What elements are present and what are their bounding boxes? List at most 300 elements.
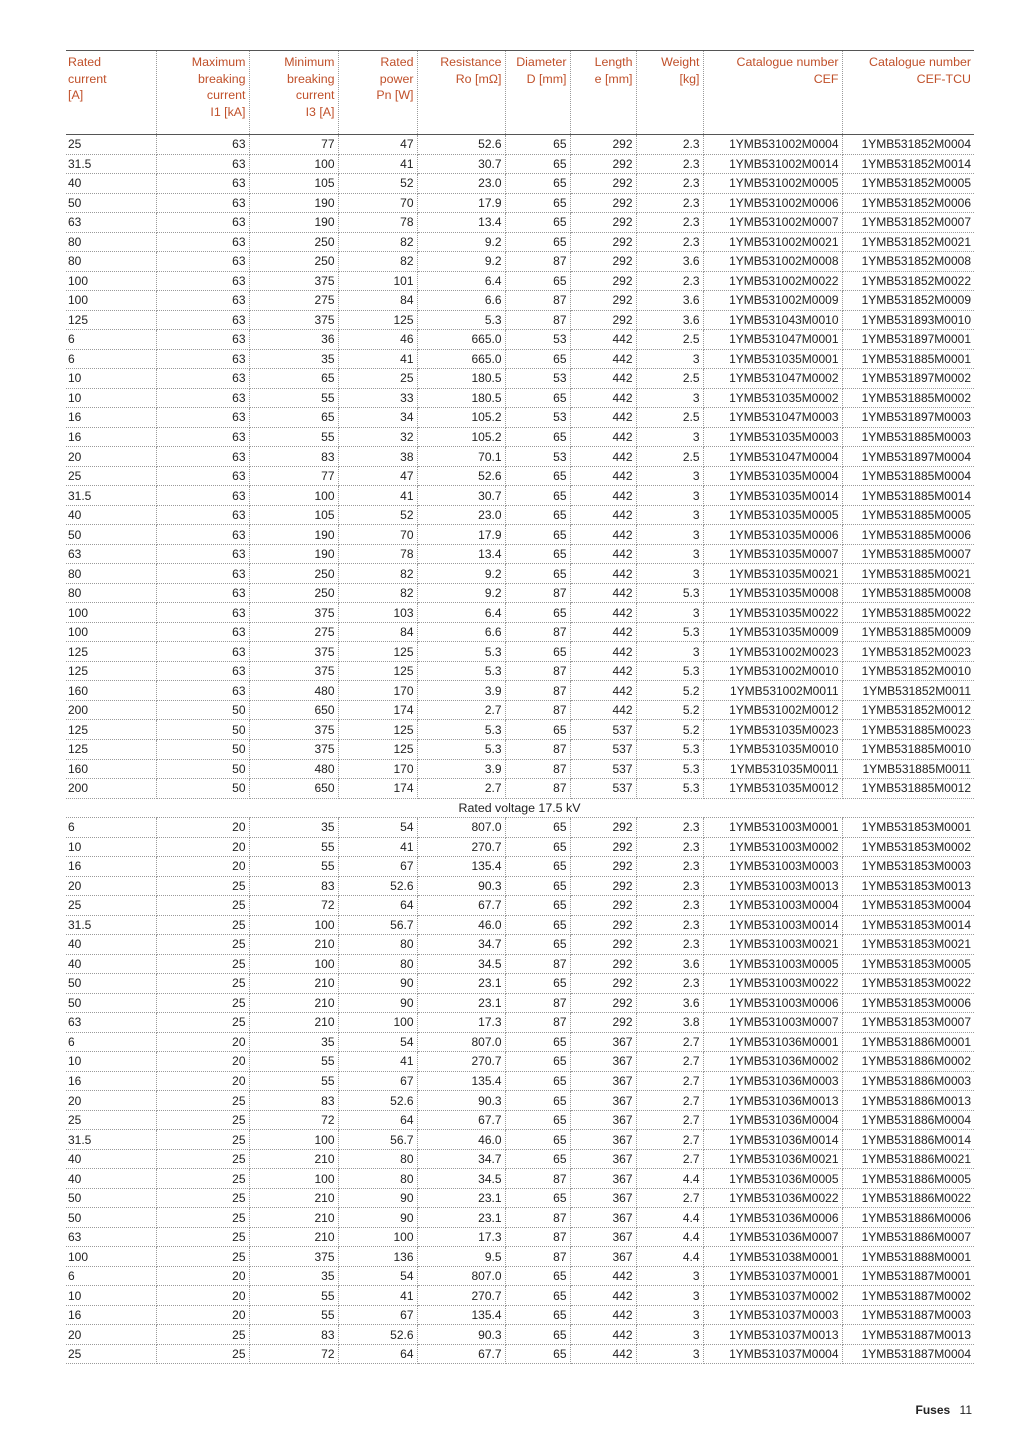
table-cell: 25 bbox=[156, 915, 249, 935]
table-row bbox=[66, 466, 974, 486]
table-cell: 16 bbox=[66, 408, 156, 428]
table-cell: 35 bbox=[249, 1266, 338, 1286]
table-cell: 65 bbox=[505, 349, 570, 369]
table-cell: 3 bbox=[636, 486, 703, 506]
table-cell: 1YMB531002M0021 bbox=[703, 232, 842, 252]
table-row bbox=[66, 661, 974, 681]
table-cell: 100 bbox=[66, 603, 156, 623]
table-cell: 65 bbox=[505, 876, 570, 896]
table-cell: 20 bbox=[156, 837, 249, 857]
table-cell: 63 bbox=[156, 486, 249, 506]
table-cell: 80 bbox=[338, 1149, 417, 1169]
table-cell: 40 bbox=[66, 1169, 156, 1189]
table-row bbox=[66, 1032, 974, 1052]
table-cell: 100 bbox=[249, 915, 338, 935]
table-cell: 442 bbox=[570, 1325, 636, 1345]
table-cell: 40 bbox=[66, 954, 156, 974]
table-cell: 1YMB531002M0011 bbox=[703, 681, 842, 701]
table-row bbox=[66, 1266, 974, 1286]
table-cell: 6 bbox=[66, 1032, 156, 1052]
table-cell: 63 bbox=[156, 642, 249, 662]
table-cell: 210 bbox=[249, 1208, 338, 1228]
col-header-label: Catalogue number CEF bbox=[736, 55, 839, 86]
table-cell: 1YMB531853M0014 bbox=[842, 915, 974, 935]
table-cell: 170 bbox=[338, 681, 417, 701]
table-cell: 65 bbox=[505, 271, 570, 291]
table-cell: 13.4 bbox=[417, 544, 505, 564]
table-row bbox=[66, 232, 974, 252]
col-header-rated-power bbox=[338, 51, 417, 135]
table-cell: 65 bbox=[505, 1130, 570, 1150]
table-cell: 56.7 bbox=[338, 915, 417, 935]
table-row bbox=[66, 1052, 974, 1072]
table-cell: 90 bbox=[338, 1208, 417, 1228]
table-cell: 40 bbox=[66, 1149, 156, 1169]
table-cell: 65 bbox=[505, 564, 570, 584]
table-cell: 65 bbox=[505, 915, 570, 935]
table-cell: 442 bbox=[570, 427, 636, 447]
table-cell: 1YMB531885M0004 bbox=[842, 466, 974, 486]
table-cell: 480 bbox=[249, 681, 338, 701]
table-cell: 1YMB531852M0012 bbox=[842, 700, 974, 720]
table-cell: 442 bbox=[570, 700, 636, 720]
table-row bbox=[66, 486, 974, 506]
table-cell: 2.5 bbox=[636, 447, 703, 467]
table-cell: 442 bbox=[570, 1266, 636, 1286]
table-cell: 2.7 bbox=[636, 1091, 703, 1111]
table-cell: 55 bbox=[249, 857, 338, 877]
table-cell: 34.5 bbox=[417, 954, 505, 974]
table-cell: 367 bbox=[570, 1052, 636, 1072]
col-header-diameter bbox=[505, 51, 570, 135]
table-cell: 25 bbox=[66, 1344, 156, 1364]
table-cell: 1YMB531885M0006 bbox=[842, 525, 974, 545]
table-cell: 82 bbox=[338, 232, 417, 252]
table-cell: 1YMB531002M0006 bbox=[703, 193, 842, 213]
table-cell: 16 bbox=[66, 1305, 156, 1325]
table-cell: 1YMB531035M0008 bbox=[703, 583, 842, 603]
table-cell: 25 bbox=[156, 954, 249, 974]
table-cell: 90.3 bbox=[417, 876, 505, 896]
table-cell: 20 bbox=[66, 1091, 156, 1111]
table-cell: 25 bbox=[156, 993, 249, 1013]
table-cell: 65 bbox=[505, 135, 570, 155]
table-cell: 665.0 bbox=[417, 330, 505, 350]
table-cell: 65 bbox=[505, 1110, 570, 1130]
table-body bbox=[66, 135, 974, 1364]
table-cell: 80 bbox=[66, 564, 156, 584]
table-cell: 6 bbox=[66, 330, 156, 350]
table-cell: 70 bbox=[338, 193, 417, 213]
table-cell: 80 bbox=[338, 1169, 417, 1189]
table-cell: 3 bbox=[636, 1305, 703, 1325]
table-cell: 65 bbox=[505, 1344, 570, 1364]
table-cell: 135.4 bbox=[417, 857, 505, 877]
table-cell: 367 bbox=[570, 1091, 636, 1111]
table-cell: 40 bbox=[66, 935, 156, 955]
table-cell: 250 bbox=[249, 583, 338, 603]
table-cell: 442 bbox=[570, 330, 636, 350]
table-cell: 10 bbox=[66, 1286, 156, 1306]
table-cell: 3 bbox=[636, 525, 703, 545]
table-cell: 270.7 bbox=[417, 1052, 505, 1072]
table-cell: 64 bbox=[338, 1344, 417, 1364]
table-cell: 807.0 bbox=[417, 1266, 505, 1286]
table-row bbox=[66, 837, 974, 857]
table-cell: 52.6 bbox=[417, 135, 505, 155]
table-cell: 375 bbox=[249, 310, 338, 330]
table-cell: 170 bbox=[338, 759, 417, 779]
table-cell: 65 bbox=[505, 154, 570, 174]
table-cell: 1YMB531035M0005 bbox=[703, 505, 842, 525]
table-cell: 1YMB531887M0004 bbox=[842, 1344, 974, 1364]
table-cell: 83 bbox=[249, 1325, 338, 1345]
table-cell: 292 bbox=[570, 915, 636, 935]
table-cell: 2.3 bbox=[636, 232, 703, 252]
table-cell: 25 bbox=[156, 1110, 249, 1130]
table-cell: 367 bbox=[570, 1071, 636, 1091]
table-cell: 63 bbox=[156, 388, 249, 408]
table-cell: 101 bbox=[338, 271, 417, 291]
table-cell: 64 bbox=[338, 896, 417, 916]
table-cell: 63 bbox=[156, 564, 249, 584]
table-cell: 1YMB531002M0007 bbox=[703, 213, 842, 233]
table-cell: 2.7 bbox=[636, 1188, 703, 1208]
table-cell: 1YMB531036M0003 bbox=[703, 1071, 842, 1091]
table-cell: 4.4 bbox=[636, 1227, 703, 1247]
table-cell: 1YMB531886M0014 bbox=[842, 1130, 974, 1150]
table-cell: 1YMB531036M0007 bbox=[703, 1227, 842, 1247]
table-row bbox=[66, 544, 974, 564]
table-cell: 1YMB531047M0003 bbox=[703, 408, 842, 428]
table-cell: 1YMB531886M0022 bbox=[842, 1188, 974, 1208]
table-cell: 32 bbox=[338, 427, 417, 447]
table-cell: 442 bbox=[570, 447, 636, 467]
table-cell: 2.3 bbox=[636, 154, 703, 174]
table-cell: 87 bbox=[505, 1013, 570, 1033]
table-cell: 1YMB531043M0010 bbox=[703, 310, 842, 330]
table-cell: 1YMB531003M0005 bbox=[703, 954, 842, 974]
table-cell: 50 bbox=[156, 759, 249, 779]
table-row bbox=[66, 954, 974, 974]
table-cell: 63 bbox=[156, 252, 249, 272]
table-cell: 10 bbox=[66, 837, 156, 857]
table-cell: 31.5 bbox=[66, 1130, 156, 1150]
table-cell: 65 bbox=[505, 1149, 570, 1169]
table-cell: 5.3 bbox=[417, 720, 505, 740]
table-cell: 480 bbox=[249, 759, 338, 779]
table-cell: 3 bbox=[636, 603, 703, 623]
table-cell: 6.6 bbox=[417, 291, 505, 311]
table-cell: 20 bbox=[66, 447, 156, 467]
table-cell: 3.6 bbox=[636, 310, 703, 330]
table-cell: 65 bbox=[505, 232, 570, 252]
header-row bbox=[66, 51, 974, 135]
table-cell: 442 bbox=[570, 1286, 636, 1306]
table-cell: 1YMB531037M0002 bbox=[703, 1286, 842, 1306]
table-cell: 9.2 bbox=[417, 583, 505, 603]
table-cell: 3.8 bbox=[636, 1013, 703, 1033]
table-cell: 5.2 bbox=[636, 681, 703, 701]
table-cell: 67 bbox=[338, 857, 417, 877]
table-cell: 1YMB531887M0003 bbox=[842, 1305, 974, 1325]
table-cell: 65 bbox=[505, 466, 570, 486]
table-cell: 55 bbox=[249, 427, 338, 447]
table-cell: 367 bbox=[570, 1169, 636, 1189]
table-cell: 1YMB531887M0013 bbox=[842, 1325, 974, 1345]
table-cell: 375 bbox=[249, 720, 338, 740]
table-cell: 1YMB531885M0021 bbox=[842, 564, 974, 584]
table-cell: 17.9 bbox=[417, 193, 505, 213]
table-cell: 1YMB531885M0012 bbox=[842, 779, 974, 799]
table-row bbox=[66, 935, 974, 955]
table-cell: 50 bbox=[156, 700, 249, 720]
table-cell: 1YMB531035M0014 bbox=[703, 486, 842, 506]
table-cell: 55 bbox=[249, 837, 338, 857]
table-cell: 65 bbox=[505, 193, 570, 213]
table-cell: 2.7 bbox=[636, 1130, 703, 1150]
table-cell: 1YMB531037M0003 bbox=[703, 1305, 842, 1325]
table-cell: 72 bbox=[249, 1110, 338, 1130]
table-cell: 82 bbox=[338, 583, 417, 603]
table-cell: 63 bbox=[156, 525, 249, 545]
table-cell: 375 bbox=[249, 603, 338, 623]
table-row bbox=[66, 271, 974, 291]
table-cell: 52.6 bbox=[338, 1091, 417, 1111]
table-cell: 6.4 bbox=[417, 603, 505, 623]
table-cell: 100 bbox=[249, 486, 338, 506]
table-cell: 1YMB531853M0022 bbox=[842, 974, 974, 994]
table-cell: 63 bbox=[156, 135, 249, 155]
table-row bbox=[66, 1305, 974, 1325]
table-cell: 1YMB531852M0004 bbox=[842, 135, 974, 155]
footer-title: Fuses bbox=[915, 1403, 951, 1417]
col-header-weight bbox=[636, 51, 703, 135]
table-cell: 5.3 bbox=[636, 759, 703, 779]
table-cell: 1YMB531893M0010 bbox=[842, 310, 974, 330]
table-cell: 54 bbox=[338, 1266, 417, 1286]
table-cell: 67.7 bbox=[417, 896, 505, 916]
col-header-min-breaking-current bbox=[249, 51, 338, 135]
table-cell: 125 bbox=[338, 739, 417, 759]
table-cell: 292 bbox=[570, 818, 636, 838]
table-row bbox=[66, 154, 974, 174]
table-cell: 1YMB531852M0006 bbox=[842, 193, 974, 213]
table-cell: 1YMB531036M0014 bbox=[703, 1130, 842, 1150]
table-cell: 63 bbox=[156, 291, 249, 311]
table-cell: 3 bbox=[636, 349, 703, 369]
table-cell: 5.3 bbox=[417, 739, 505, 759]
col-header-rated-current bbox=[66, 51, 156, 135]
table-cell: 80 bbox=[338, 954, 417, 974]
table-cell: 50 bbox=[156, 779, 249, 799]
table-cell: 442 bbox=[570, 1305, 636, 1325]
table-cell: 5.3 bbox=[636, 622, 703, 642]
table-cell: 25 bbox=[156, 1013, 249, 1033]
table-cell: 442 bbox=[570, 369, 636, 389]
table-cell: 3 bbox=[636, 544, 703, 564]
table-cell: 367 bbox=[570, 1149, 636, 1169]
table-row bbox=[66, 1110, 974, 1130]
table-cell: 537 bbox=[570, 720, 636, 740]
table-cell: 55 bbox=[249, 388, 338, 408]
table-cell: 65 bbox=[505, 1052, 570, 1072]
table-cell: 1YMB531002M0010 bbox=[703, 661, 842, 681]
table-cell: 20 bbox=[156, 1071, 249, 1091]
table-cell: 87 bbox=[505, 739, 570, 759]
table-cell: 87 bbox=[505, 700, 570, 720]
col-header-label: Catalogue number CEF-TCU bbox=[869, 55, 971, 86]
table-cell: 46.0 bbox=[417, 915, 505, 935]
table-row bbox=[66, 1227, 974, 1247]
table-cell: 442 bbox=[570, 642, 636, 662]
table-cell: 100 bbox=[249, 1130, 338, 1150]
table-row bbox=[66, 1286, 974, 1306]
table-cell: 65 bbox=[505, 1305, 570, 1325]
table-cell: 87 bbox=[505, 759, 570, 779]
table-cell: 87 bbox=[505, 1169, 570, 1189]
table-cell: 442 bbox=[570, 505, 636, 525]
table-cell: 55 bbox=[249, 1305, 338, 1325]
table-cell: 1YMB531002M0009 bbox=[703, 291, 842, 311]
table-cell: 63 bbox=[156, 310, 249, 330]
table-cell: 25 bbox=[156, 1188, 249, 1208]
table-cell: 1YMB531036M0013 bbox=[703, 1091, 842, 1111]
table-row bbox=[66, 759, 974, 779]
table-cell: 67.7 bbox=[417, 1344, 505, 1364]
table-cell: 2.3 bbox=[636, 915, 703, 935]
table-cell: 65 bbox=[249, 369, 338, 389]
table-cell: 50 bbox=[66, 193, 156, 213]
table-cell: 53 bbox=[505, 408, 570, 428]
table-cell: 1YMB531852M0021 bbox=[842, 232, 974, 252]
table-cell: 442 bbox=[570, 681, 636, 701]
table-cell: 3.9 bbox=[417, 759, 505, 779]
table-cell: 650 bbox=[249, 779, 338, 799]
table-cell: 210 bbox=[249, 993, 338, 1013]
table-cell: 50 bbox=[156, 739, 249, 759]
page-number: 11 bbox=[959, 1403, 972, 1417]
table-cell: 83 bbox=[249, 447, 338, 467]
table-row bbox=[66, 896, 974, 916]
table-cell: 6.4 bbox=[417, 271, 505, 291]
table-cell: 1YMB531035M0009 bbox=[703, 622, 842, 642]
table-cell: 1YMB531853M0005 bbox=[842, 954, 974, 974]
col-header-label: Resistance Ro [mΩ] bbox=[440, 55, 502, 86]
table-cell: 1YMB531003M0007 bbox=[703, 1013, 842, 1033]
table-cell: 100 bbox=[338, 1013, 417, 1033]
table-cell: 67 bbox=[338, 1071, 417, 1091]
table-cell: 87 bbox=[505, 779, 570, 799]
table-cell: 442 bbox=[570, 408, 636, 428]
table-cell: 2.3 bbox=[636, 974, 703, 994]
table-row bbox=[66, 525, 974, 545]
table-cell: 52 bbox=[338, 505, 417, 525]
table-cell: 1YMB531885M0002 bbox=[842, 388, 974, 408]
table-cell: 6.6 bbox=[417, 622, 505, 642]
table-cell: 25 bbox=[156, 1344, 249, 1364]
table-cell: 3 bbox=[636, 1325, 703, 1345]
table-cell: 1YMB531852M0010 bbox=[842, 661, 974, 681]
table-cell: 70 bbox=[338, 525, 417, 545]
table-cell: 1YMB531885M0014 bbox=[842, 486, 974, 506]
table-cell: 17.3 bbox=[417, 1013, 505, 1033]
table-cell: 87 bbox=[505, 993, 570, 1013]
table-row bbox=[66, 857, 974, 877]
table-cell: 292 bbox=[570, 213, 636, 233]
table-row bbox=[66, 876, 974, 896]
table-cell: 65 bbox=[505, 974, 570, 994]
table-cell: 442 bbox=[570, 466, 636, 486]
table-cell: 1YMB531886M0013 bbox=[842, 1091, 974, 1111]
table-cell: 90 bbox=[338, 974, 417, 994]
table-cell: 292 bbox=[570, 876, 636, 896]
table-cell: 90.3 bbox=[417, 1091, 505, 1111]
table-row bbox=[66, 174, 974, 194]
table-cell: 87 bbox=[505, 622, 570, 642]
table-cell: 210 bbox=[249, 1149, 338, 1169]
table-cell: 52.6 bbox=[417, 466, 505, 486]
table-cell: 2.7 bbox=[636, 1071, 703, 1091]
table-cell: 5.3 bbox=[636, 661, 703, 681]
table-cell: 50 bbox=[66, 525, 156, 545]
table-cell: 23.1 bbox=[417, 1188, 505, 1208]
table-cell: 40 bbox=[66, 174, 156, 194]
table-cell: 1YMB531897M0004 bbox=[842, 447, 974, 467]
table-cell: 20 bbox=[156, 857, 249, 877]
table-cell: 65 bbox=[505, 837, 570, 857]
table-cell: 292 bbox=[570, 291, 636, 311]
table-cell: 25 bbox=[66, 896, 156, 916]
table-cell: 52 bbox=[338, 174, 417, 194]
table-cell: 367 bbox=[570, 1208, 636, 1228]
table-cell: 10 bbox=[66, 1052, 156, 1072]
table-row bbox=[66, 1325, 974, 1345]
table-cell: 30.7 bbox=[417, 154, 505, 174]
table-cell: 20 bbox=[66, 876, 156, 896]
table-cell: 70.1 bbox=[417, 447, 505, 467]
table-cell: 13.4 bbox=[417, 213, 505, 233]
table-cell: 250 bbox=[249, 232, 338, 252]
table-cell: 87 bbox=[505, 1227, 570, 1247]
table-cell: 41 bbox=[338, 154, 417, 174]
table-cell: 16 bbox=[66, 1071, 156, 1091]
table-cell: 665.0 bbox=[417, 349, 505, 369]
table-cell: 442 bbox=[570, 661, 636, 681]
table-cell: 1YMB531886M0003 bbox=[842, 1071, 974, 1091]
table-cell: 292 bbox=[570, 193, 636, 213]
table-cell: 46 bbox=[338, 330, 417, 350]
table-cell: 63 bbox=[66, 1227, 156, 1247]
table-cell: 63 bbox=[66, 544, 156, 564]
table-cell: 55 bbox=[249, 1071, 338, 1091]
table-cell: 65 bbox=[249, 408, 338, 428]
table-cell: 1YMB531035M0010 bbox=[703, 739, 842, 759]
table-cell: 100 bbox=[249, 1169, 338, 1189]
table-cell: 65 bbox=[505, 1266, 570, 1286]
table-cell: 5.2 bbox=[636, 720, 703, 740]
table-cell: 367 bbox=[570, 1032, 636, 1052]
table-cell: 67.7 bbox=[417, 1110, 505, 1130]
table-header bbox=[66, 51, 974, 135]
table-cell: 20 bbox=[156, 818, 249, 838]
table-cell: 65 bbox=[505, 896, 570, 916]
table-cell: 80 bbox=[66, 232, 156, 252]
table-cell: 442 bbox=[570, 388, 636, 408]
col-header-label: Weight [kg] bbox=[661, 55, 700, 86]
table-cell: 63 bbox=[156, 681, 249, 701]
table-cell: 87 bbox=[505, 583, 570, 603]
